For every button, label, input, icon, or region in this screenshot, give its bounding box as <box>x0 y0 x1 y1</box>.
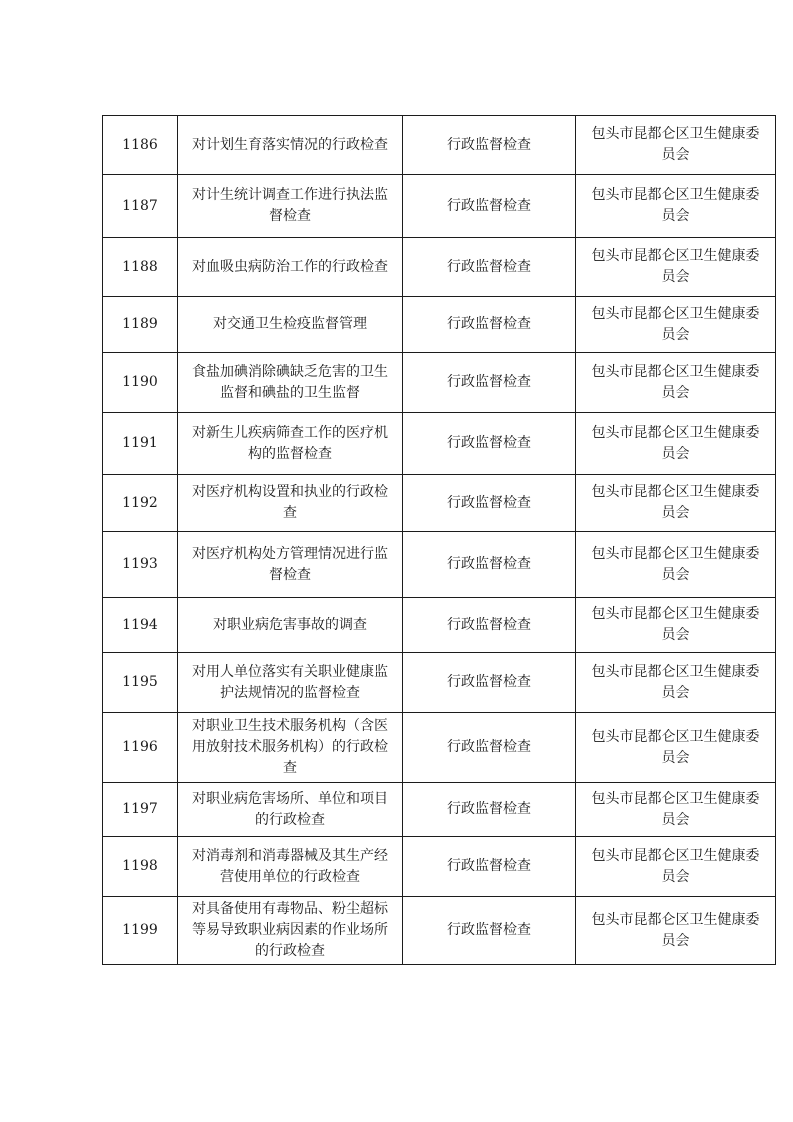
item-name-cell: 食盐加碘消除碘缺乏危害的卫生监督和碘盐的卫生监督 <box>178 353 403 413</box>
check-type-cell: 行政监督检查 <box>403 297 576 353</box>
authority-cell: 包头市昆都仑区卫生健康委员会 <box>576 116 776 175</box>
row-number-cell: 1190 <box>103 353 178 413</box>
inspection-items-table <box>102 115 776 965</box>
check-type-cell: 行政监督检查 <box>403 713 576 783</box>
item-name-cell: 对具备使用有毒物品、粉尘超标等易导致职业病因素的作业场所的行政检查 <box>178 897 403 965</box>
item-name-cell: 对计生统计调查工作进行执法监督检查 <box>178 175 403 238</box>
check-type-cell: 行政监督检查 <box>403 897 576 965</box>
table-row <box>103 713 776 783</box>
table-row <box>103 413 776 475</box>
authority-cell: 包头市昆都仑区卫生健康委员会 <box>576 837 776 897</box>
row-number-cell: 1192 <box>103 475 178 532</box>
row-number-cell: 1194 <box>103 598 178 653</box>
check-type-cell: 行政监督检查 <box>403 353 576 413</box>
check-type-cell: 行政监督检查 <box>403 653 576 713</box>
table-row <box>103 116 776 175</box>
item-name-cell: 对消毒剂和消毒器械及其生产经营使用单位的行政检查 <box>178 837 403 897</box>
item-name-cell: 对交通卫生检疫监督管理 <box>178 297 403 353</box>
item-name-cell: 对职业病危害事故的调查 <box>178 598 403 653</box>
item-name-cell: 对职业病危害场所、单位和项目的行政检查 <box>178 783 403 837</box>
item-name-cell: 对医疗机构处方管理情况进行监督检查 <box>178 532 403 598</box>
check-type-cell: 行政监督检查 <box>403 175 576 238</box>
row-number-cell: 1196 <box>103 713 178 783</box>
table-row <box>103 238 776 297</box>
item-name-cell: 对计划生育落实情况的行政检查 <box>178 116 403 175</box>
check-type-cell: 行政监督检查 <box>403 475 576 532</box>
check-type-cell: 行政监督检查 <box>403 783 576 837</box>
table-row <box>103 475 776 532</box>
table-row <box>103 532 776 598</box>
authority-cell: 包头市昆都仑区卫生健康委员会 <box>576 353 776 413</box>
row-number-cell: 1197 <box>103 783 178 837</box>
table-row <box>103 175 776 238</box>
row-number-cell: 1198 <box>103 837 178 897</box>
row-number-cell: 1189 <box>103 297 178 353</box>
table-row <box>103 837 776 897</box>
authority-cell: 包头市昆都仑区卫生健康委员会 <box>576 413 776 475</box>
item-name-cell: 对血吸虫病防治工作的行政检查 <box>178 238 403 297</box>
row-number-cell: 1187 <box>103 175 178 238</box>
check-type-cell: 行政监督检查 <box>403 413 576 475</box>
item-name-cell: 对用人单位落实有关职业健康监护法规情况的监督检查 <box>178 653 403 713</box>
row-number-cell: 1188 <box>103 238 178 297</box>
item-name-cell: 对新生儿疾病筛查工作的医疗机构的监督检查 <box>178 413 403 475</box>
row-number-cell: 1199 <box>103 897 178 965</box>
row-number-cell: 1193 <box>103 532 178 598</box>
authority-cell: 包头市昆都仑区卫生健康委员会 <box>576 653 776 713</box>
authority-cell: 包头市昆都仑区卫生健康委员会 <box>576 238 776 297</box>
authority-cell: 包头市昆都仑区卫生健康委员会 <box>576 297 776 353</box>
row-number-cell: 1186 <box>103 116 178 175</box>
table-row <box>103 897 776 965</box>
check-type-cell: 行政监督检查 <box>403 837 576 897</box>
authority-cell: 包头市昆都仑区卫生健康委员会 <box>576 475 776 532</box>
item-name-cell: 对职业卫生技术服务机构（含医用放射技术服务机构）的行政检查 <box>178 713 403 783</box>
table-row <box>103 783 776 837</box>
check-type-cell: 行政监督检查 <box>403 238 576 297</box>
authority-cell: 包头市昆都仑区卫生健康委员会 <box>576 783 776 837</box>
check-type-cell: 行政监督检查 <box>403 532 576 598</box>
check-type-cell: 行政监督检查 <box>403 116 576 175</box>
authority-cell: 包头市昆都仑区卫生健康委员会 <box>576 713 776 783</box>
table-row <box>103 598 776 653</box>
table-row <box>103 653 776 713</box>
table-body <box>103 116 776 965</box>
authority-cell: 包头市昆都仑区卫生健康委员会 <box>576 532 776 598</box>
check-type-cell: 行政监督检查 <box>403 598 576 653</box>
table-row <box>103 353 776 413</box>
authority-cell: 包头市昆都仑区卫生健康委员会 <box>576 175 776 238</box>
item-name-cell: 对医疗机构设置和执业的行政检查 <box>178 475 403 532</box>
authority-cell: 包头市昆都仑区卫生健康委员会 <box>576 598 776 653</box>
row-number-cell: 1195 <box>103 653 178 713</box>
authority-cell: 包头市昆都仑区卫生健康委员会 <box>576 897 776 965</box>
row-number-cell: 1191 <box>103 413 178 475</box>
table-row <box>103 297 776 353</box>
